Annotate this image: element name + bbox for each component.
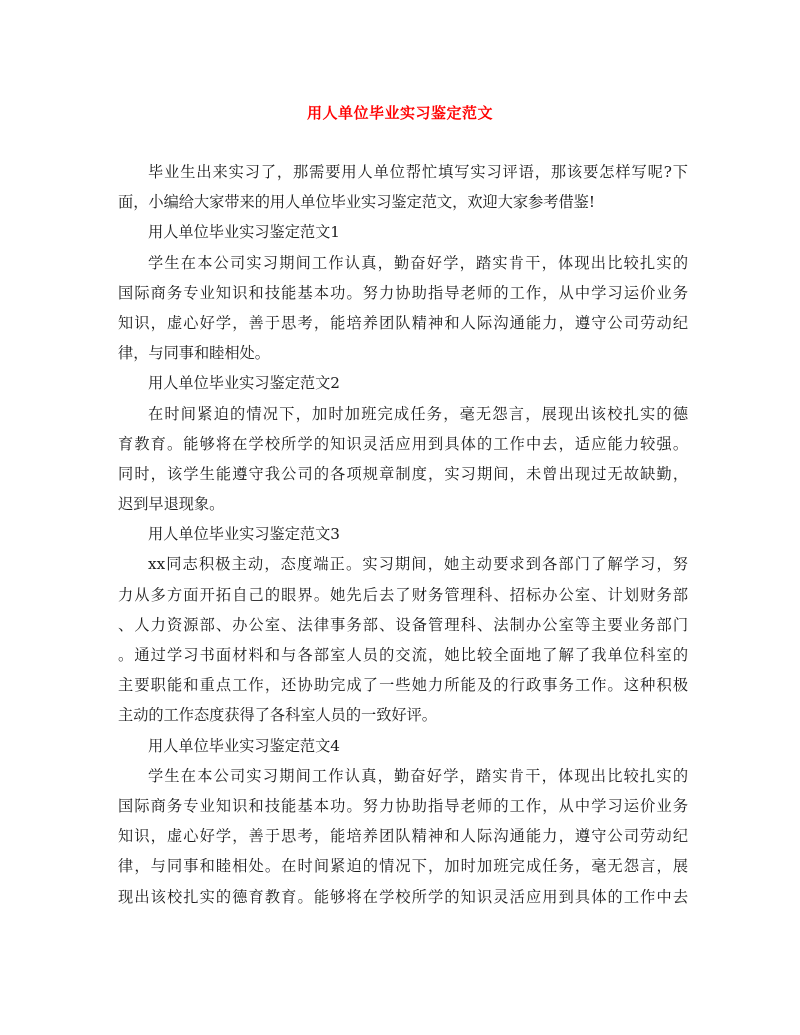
text-line: 学生在本公司实习期间工作认真，勤奋好学，踏实肯干，体现出比较扎实的 xyxy=(148,766,688,785)
document-body xyxy=(118,157,688,912)
text-line: 国际商务专业知识和技能基本功。努力协助指导老师的工作，从中学习运价业务 xyxy=(118,283,688,302)
text-line: 用人单位毕业实习鉴定范文4 xyxy=(148,736,340,755)
text-line: 。通过学习书面材料和与各部室人员的交流，她比较全面地了解了我单位科室的 xyxy=(118,646,688,664)
text-line: 同时，该学生能遵守我公司的各项规章制度，实习期间，未曾出现过无故缺勤， xyxy=(118,464,688,483)
text-line: 毕业生出来实习了，那需要用人单位帮忙填写实习评语，那该要怎样写呢?下 xyxy=(148,163,688,181)
text-line: 面，小编给大家带来的用人单位毕业实习鉴定范文，欢迎大家参考借鉴! xyxy=(118,193,595,212)
text-line: 在时间紧迫的情况下，加时加班完成任务，毫无怨言，展现出该校扎实的德 xyxy=(148,404,688,423)
text-line: 、人力资源部、办公室、法律事务部、设备管理科、法制办公室等主要业务部门 xyxy=(118,615,688,634)
text-line: 现出该校扎实的德育教育。能够将在学校所学的知识灵活应用到具体的工作中去 xyxy=(118,887,688,906)
document-title: 用人单位毕业实习鉴定范文 xyxy=(306,104,493,122)
text-line: xx同志积极主动，态度端正。实习期间，她主动要求到各部门了解学习，努 xyxy=(148,555,688,574)
text-line: 力从多方面开拓自己的眼界。她先后去了财务管理科、招标办公室、计划财务部 xyxy=(118,585,688,604)
text-line: 学生在本公司实习期间工作认真，勤奋好学，踏实肯干，体现出比较扎实的 xyxy=(148,253,688,272)
text-line: 用人单位毕业实习鉴定范文2 xyxy=(148,374,340,393)
text-line: 育教育。能够将在学校所学的知识灵活应用到具体的工作中去，适应能力较强。 xyxy=(118,434,688,453)
text-line: 律，与同事和睦相处。 xyxy=(118,344,270,363)
text-line: 律，与同事和睦相处。在时间紧迫的情况下，加时加班完成任务，毫无怨言，展 xyxy=(118,857,688,876)
text-line: 主动的工作态度获得了各科室人员的一致好评。 xyxy=(118,706,437,725)
text-line: 用人单位毕业实习鉴定范文3 xyxy=(148,525,340,544)
text-line: 知识，虚心好学，善于思考，能培养团队精神和人际沟通能力，遵守公司劳动纪 xyxy=(118,827,688,846)
text-line: 迟到早退现象。 xyxy=(118,495,225,514)
text-line: 国际商务专业知识和技能基本功。努力协助指导老师的工作，从中学习运价业务 xyxy=(118,796,688,815)
text-line: 知识，虚心好学，善于思考，能培养团队精神和人际沟通能力，遵守公司劳动纪 xyxy=(118,313,688,332)
text-line: 用人单位毕业实习鉴定范文1 xyxy=(148,223,340,242)
text-line: 主要职能和重点工作，还协助完成了一些她力所能及的行政事务工作。这种积极 xyxy=(118,676,688,695)
